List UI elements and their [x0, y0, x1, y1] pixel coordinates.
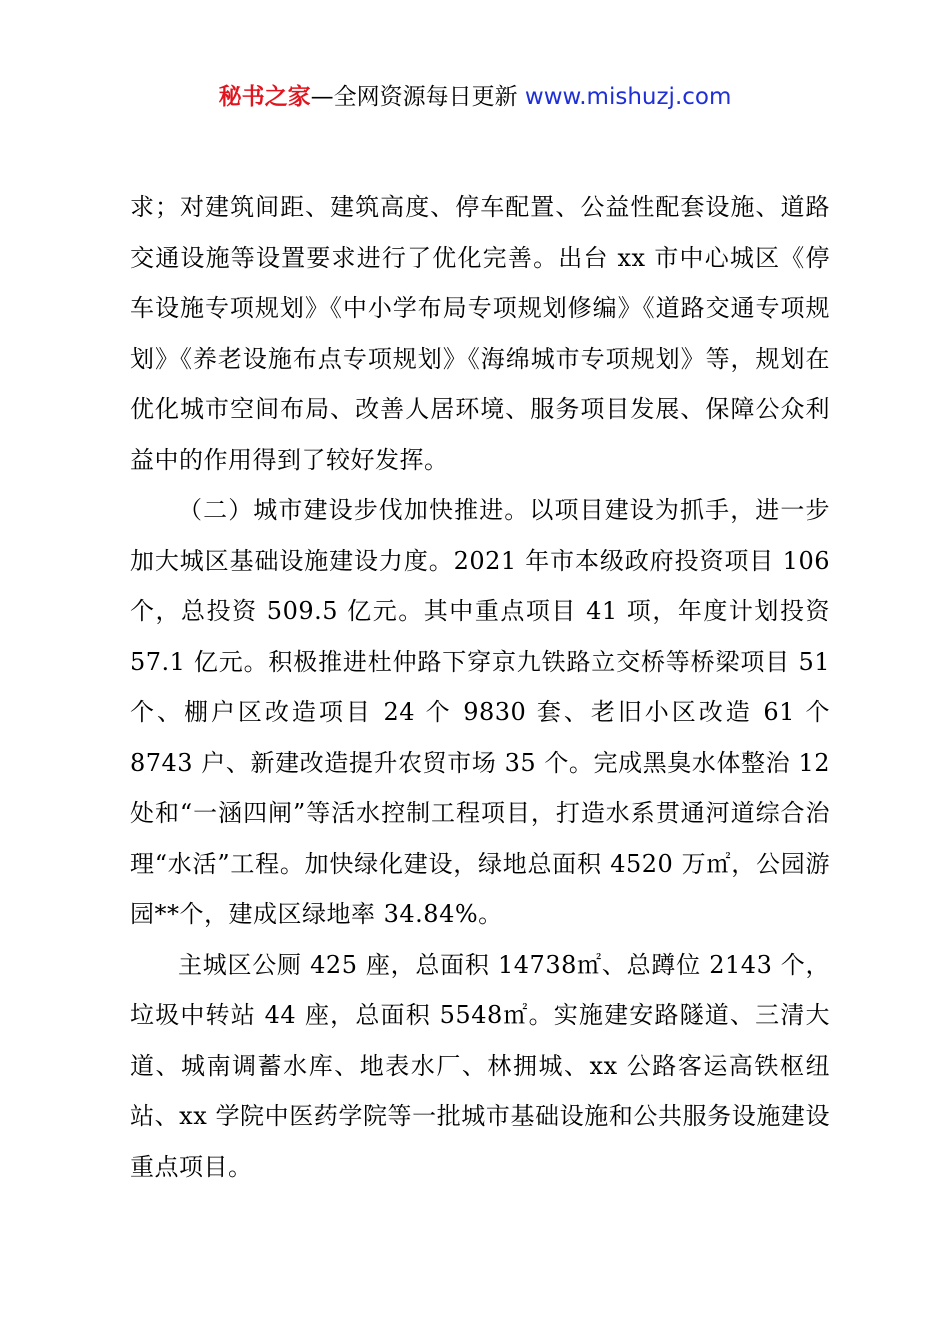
paragraph-public-facilities: 主城区公厕 425 座，总面积 14738㎡、总蹲位 2143 个，垃圾中转站 44 座，总面积 5548㎡。实施建安路隧道、三清大道、城南调蓄水库、地表水厂、林拥城、xx 公路客运高铁枢纽站、xx 学院中医药学院等一批城市基础设施和公共服务设施建设重点项目。	[130, 950, 830, 1181]
brand-name: 秘书之家	[218, 84, 311, 110]
page-header	[0, 82, 950, 112]
header-tagline: —全网资源每日更新	[310, 84, 518, 110]
document-body	[130, 182, 830, 1192]
paragraph-planning-continued: 求；对建筑间距、建筑高度、停车配置、公益性配套设施、道路交通设施等设置要求进行了优化完善。出台 xx 市中心城区《停车设施专项规划》《中小学布局专项规划修编》《道路交通专项规划》《养老设施布点专项规划》《海绵城市专项规划》等，规划在优化城市空间布局、改善人居环境、服务项目发展、保障公众利益中的作用得到了较好发挥。	[130, 193, 830, 474]
paragraph-city-construction: （二）城市建设步伐加快推进。以项目建设为抓手，进一步加大城区基础设施建设力度。2021 年市本级政府投资项目 106 个，总投资 509.5 亿元。其中重点项目 41 项，年度计划投资 57.1 亿元。积极推进杜仲路下穿京九铁路立交桥等桥梁项目 51 个、棚户区改造项目 24 个 9830 套、老旧小区改造 61 个 8743 户、新建改造提升农贸市场 35 个。完成黑臭水体整治 12 处和“一涵四闸”等活水控制工程项目，打造水系贯通河道综合治理“水活”工程。加快绿化建设，绿地总面积 4520 万㎡，公园游园**个，建成区绿地率 34.84%。	[130, 496, 830, 928]
header-url-link[interactable]: www.mishuzj.com	[517, 84, 732, 110]
